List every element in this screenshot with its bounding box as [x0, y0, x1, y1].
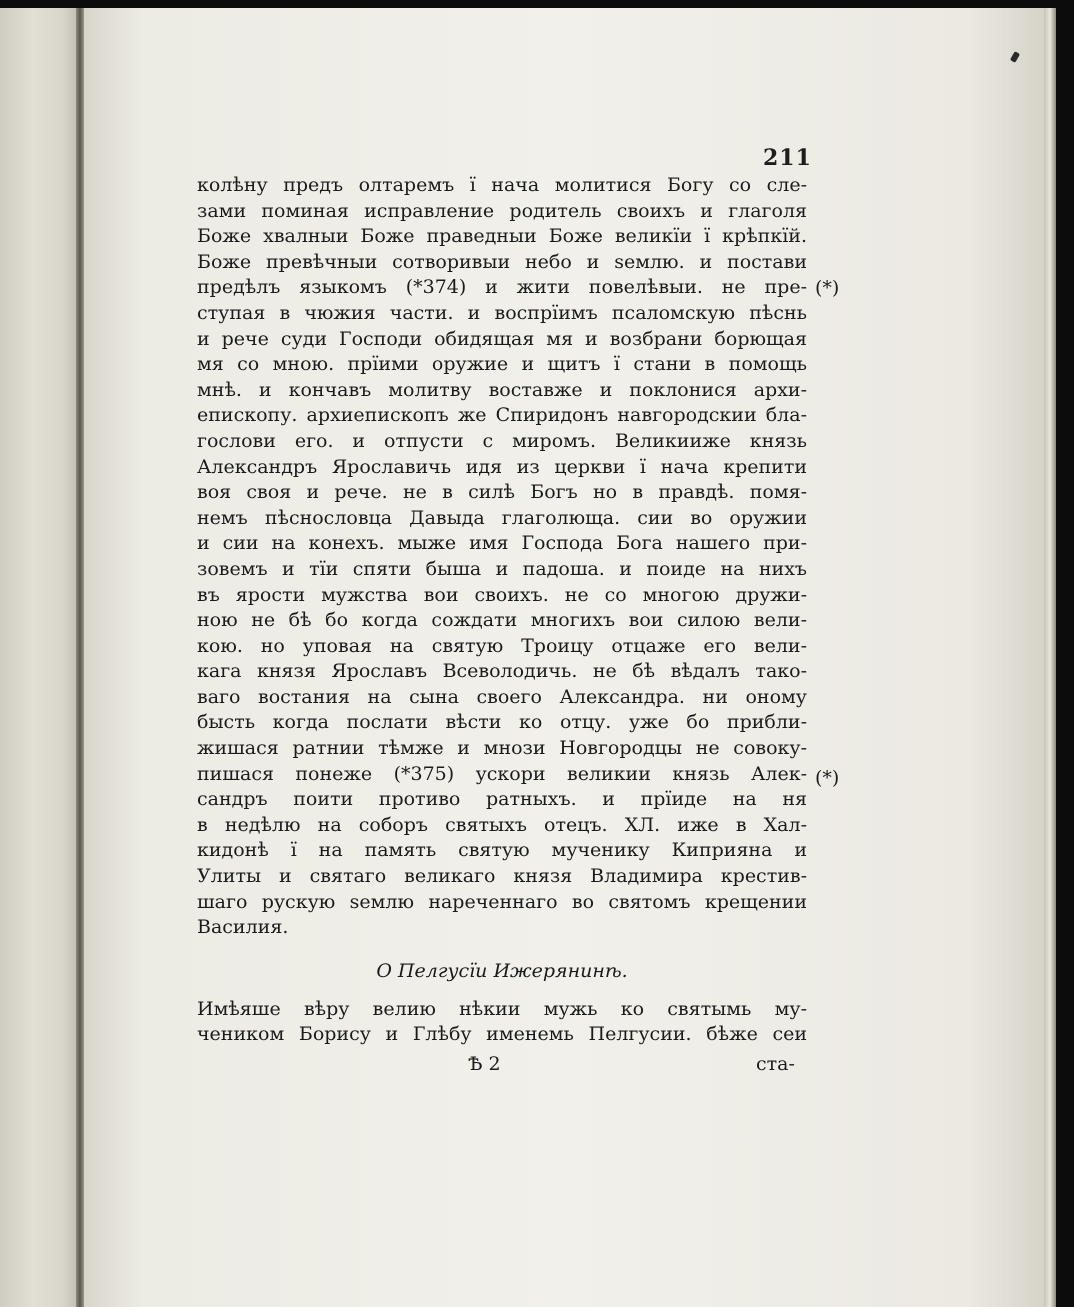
- text-line: Улиты и святаго великаго князя Владимира крестив-: [197, 865, 807, 888]
- text-line: колѣну предъ олтаремъ ї нача молитися Богу со сле-: [197, 174, 807, 196]
- text-line: ною не бѣ бо когда сождати многихъ вои силою вели-: [197, 609, 807, 632]
- signature-mark: Ѣ 2: [468, 1053, 501, 1075]
- text-line: ступая в чюжия части. и воспрїимъ псаломскую пѣснь: [197, 301, 807, 324]
- text-line: Боже превѣчныи сотворивыи небо и ѕемлю. и постави: [197, 250, 807, 273]
- text-line: пишася понеже (*375) ускори великии князь Алек-: [197, 762, 807, 785]
- text-line: зами поминая исправление родитель своихъ и глаголя: [197, 199, 807, 222]
- margin-note: (*): [815, 767, 840, 789]
- page-edge: [1044, 8, 1056, 1307]
- text-line: кага князя Ярославъ Всеволодичь. не бѣ вѣдалъ тако-: [197, 660, 807, 683]
- text-line: мя со мною. прїими оружие и щитъ ї стани в помощь: [197, 353, 807, 376]
- text-line: въ ярости мужства вои своихъ. не со многою дружи-: [197, 583, 807, 606]
- text-line: жишася ратнии тѣмже и мнози Новгородцы не совоку-: [197, 737, 807, 760]
- text-line: епископу. архиепископъ же Спиридонъ навгородскии бла-: [197, 404, 807, 427]
- text-line: гослови его. и отпусти с миромъ. Великииже князь: [197, 429, 807, 452]
- text-line: и рече суди Господи обидящая мя и возбрани борющая: [197, 327, 807, 350]
- text-line: в недѣлю на соборъ святыхъ отецъ. ХЛ. иже в Хал-: [197, 813, 807, 836]
- left-page-edge: [0, 8, 84, 1307]
- text-line: Боже хвалныи Боже праведныи Боже великїи ї крѣпкїй.: [197, 225, 807, 248]
- text-line: Василия.: [197, 916, 289, 939]
- text-line: кою. но уповая на святую Троицу отцаже его вели-: [197, 634, 807, 657]
- text-line: чеником Борису и Глѣбу именемь Пелгусии. бѣже сеи: [197, 1023, 807, 1046]
- main-text: [197, 173, 807, 1048]
- text-line: кидонѣ ї на память святую мученику Киприяна и: [197, 839, 807, 862]
- text-line: зовемъ и тїи спяти быша и падоша. и поиде на нихъ: [197, 557, 807, 580]
- text-line: и сии на конехъ. мыже имя Господа Бога нашего при-: [197, 532, 807, 555]
- text-line: Александръ Ярославичь идя из церкви ї нача крепити: [197, 455, 807, 478]
- text-line: предѣлъ языкомъ (*374) и жити повелѣвыи. не пре-: [197, 276, 807, 299]
- text-line: бысть когда послати вѣсти ко отцу. уже бо прибли-: [197, 711, 807, 734]
- margin-note: (*): [815, 277, 840, 299]
- section-heading: О Пелгусїи Ижерянинѣ.: [376, 959, 628, 982]
- text-line: Имѣяше вѣру велию нѣкии мужь ко святымь му-: [197, 997, 807, 1020]
- text-line: воя своя и рече. не в силѣ Богъ но в правдѣ. помя-: [197, 481, 807, 504]
- book-gutter: [76, 8, 84, 1307]
- text-line: шаго рускую ѕемлю нареченнаго во святомъ крещении: [197, 890, 807, 913]
- text-line: немъ пѣснословца Давыда глаголюща. сии во оружии: [197, 506, 807, 529]
- text-line: ваго востания на сына своего Александра. ни оному: [197, 685, 807, 708]
- text-line: мнѣ. и кончавъ молитву воставже и поклонися архи-: [197, 378, 807, 401]
- text-line: сандръ поити противо ратныхъ. и прїиде на ня: [197, 788, 807, 811]
- page-number: 211: [763, 145, 812, 171]
- catchword: ста-: [756, 1053, 795, 1075]
